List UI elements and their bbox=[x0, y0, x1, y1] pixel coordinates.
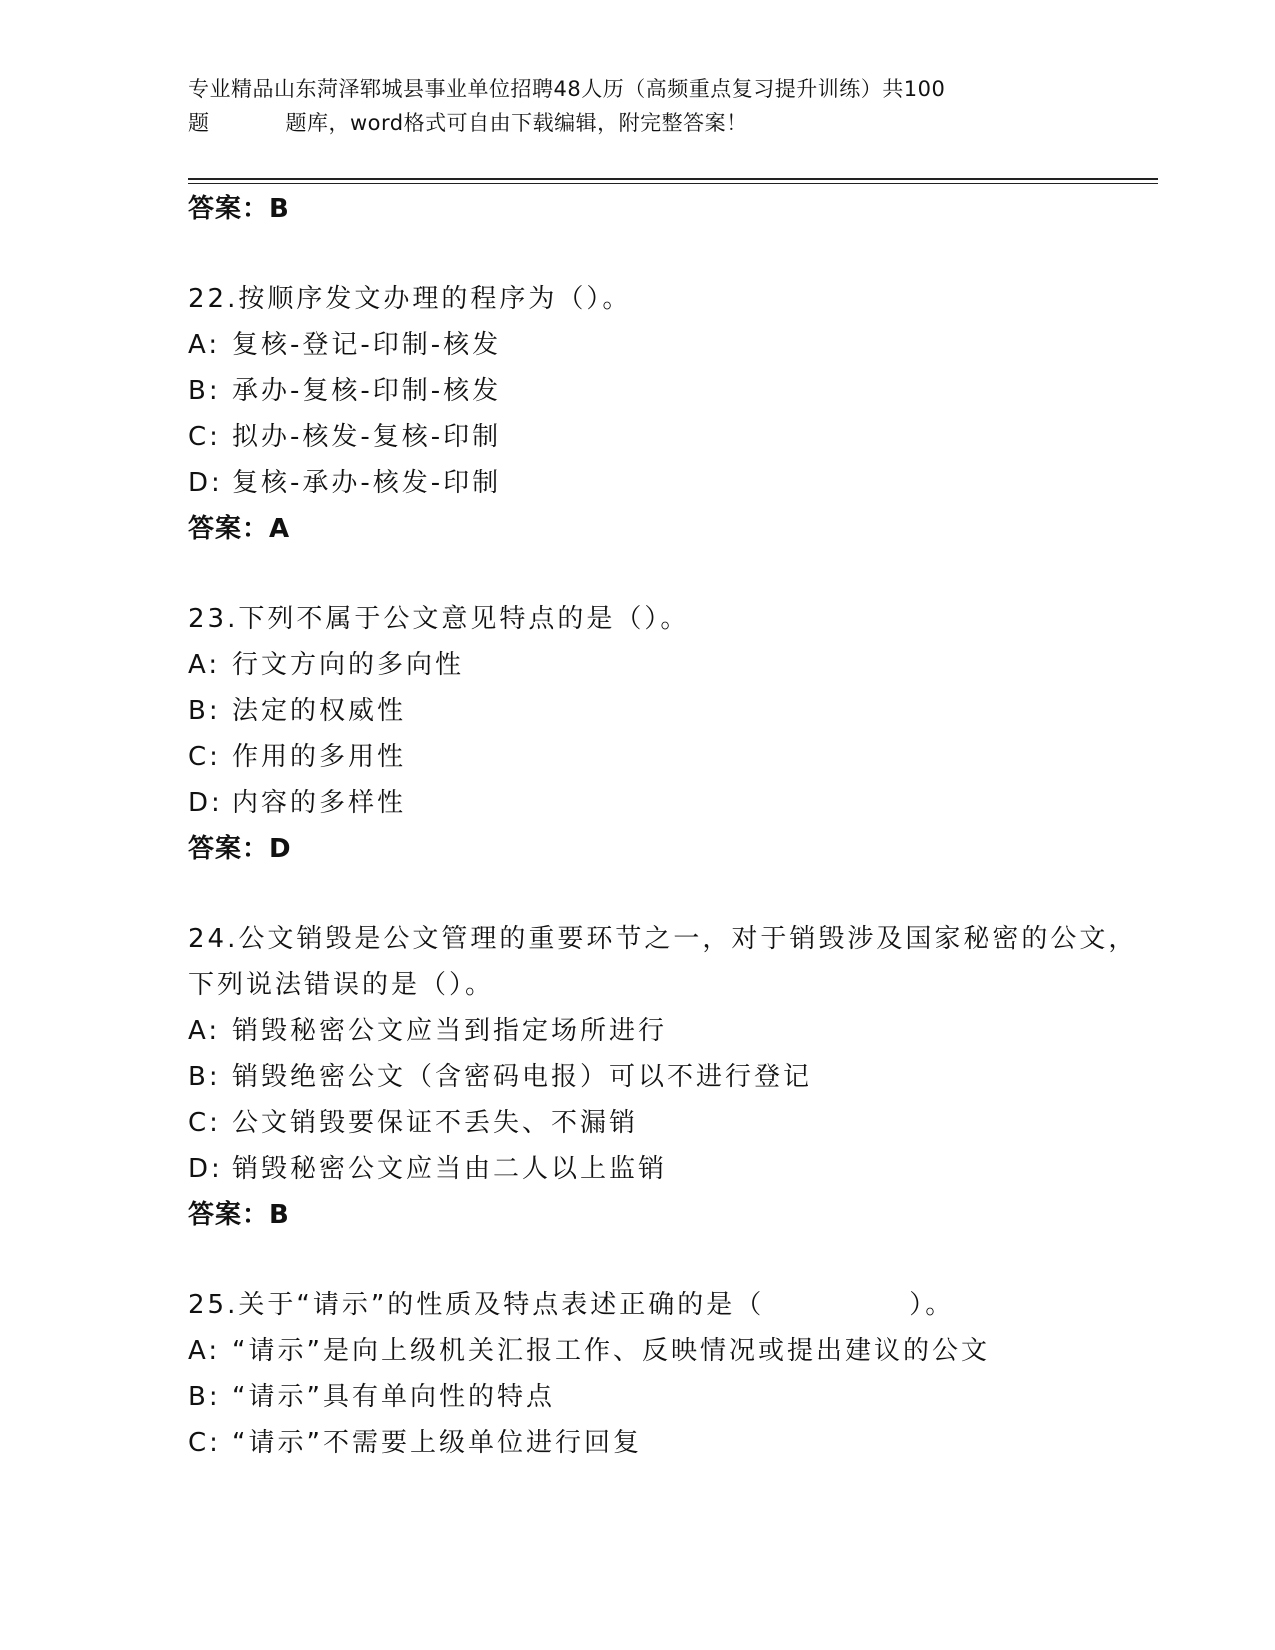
option-letter: A: bbox=[188, 1016, 221, 1046]
option-a bbox=[188, 642, 1148, 688]
previous-answer: 答案：B bbox=[188, 194, 290, 224]
option-c bbox=[188, 1420, 1148, 1466]
option-letter: A: bbox=[188, 650, 221, 680]
header-rule-thick bbox=[188, 178, 1158, 180]
option-text: “请示”是向上级机关汇报工作、反映情况或提出建议的公文 bbox=[232, 1336, 990, 1366]
question-22 bbox=[188, 276, 1148, 552]
question-stem: 25.关于“请示”的性质及特点表述正确的是（ ）。 bbox=[188, 1290, 955, 1320]
header-rule-thin bbox=[188, 183, 1158, 184]
option-letter: B: bbox=[188, 1382, 221, 1412]
question-stem: 24.公文销毁是公文管理的重要环节之一，对于销毁涉及国家秘密的公文，下列说法错误的是（）。 bbox=[188, 924, 1138, 1000]
option-b bbox=[188, 368, 1148, 414]
option-b bbox=[188, 688, 1148, 734]
header-title-line2 bbox=[188, 106, 1088, 140]
option-letter: C: bbox=[188, 422, 221, 452]
page-content bbox=[188, 186, 1148, 1466]
option-c bbox=[188, 734, 1148, 780]
option-text: 行文方向的多向性 bbox=[232, 650, 465, 680]
header-title-line2-right: 题库，word格式可自由下载编辑，附完整答案！ bbox=[285, 111, 748, 135]
option-letter: B: bbox=[188, 1062, 221, 1092]
question-24 bbox=[188, 916, 1148, 1238]
option-text: “请示”不需要上级单位进行回复 bbox=[232, 1428, 642, 1458]
option-b bbox=[188, 1054, 1148, 1100]
option-letter: D: bbox=[188, 788, 223, 818]
option-text: 承办-复核-印制-核发 bbox=[232, 376, 502, 406]
question-stem: 22.按顺序发文办理的程序为（）。 bbox=[188, 284, 632, 314]
answer: 答案：D bbox=[188, 834, 292, 864]
option-text: 公文销毁要保证不丢失、不漏销 bbox=[232, 1108, 639, 1138]
header-title-line2-left: 题 bbox=[188, 111, 210, 135]
question-23 bbox=[188, 596, 1148, 872]
question-stem: 23.下列不属于公文意见特点的是（）。 bbox=[188, 604, 690, 634]
answer: 答案：B bbox=[188, 1200, 290, 1230]
option-letter: D: bbox=[188, 1154, 223, 1184]
option-letter: B: bbox=[188, 376, 221, 406]
header-gap bbox=[210, 106, 286, 140]
option-d bbox=[188, 460, 1148, 506]
option-letter: C: bbox=[188, 1108, 221, 1138]
option-letter: C: bbox=[188, 1428, 221, 1458]
answer: 答案：A bbox=[188, 514, 291, 544]
option-text: 法定的权威性 bbox=[232, 696, 407, 726]
option-d bbox=[188, 780, 1148, 826]
option-text: 复核-登记-印制-核发 bbox=[232, 330, 502, 360]
option-a bbox=[188, 322, 1148, 368]
option-text: 作用的多用性 bbox=[232, 742, 407, 772]
option-text: 拟办-核发-复核-印制 bbox=[232, 422, 502, 452]
document-header bbox=[188, 72, 1088, 140]
option-d bbox=[188, 1146, 1148, 1192]
option-letter: A: bbox=[188, 330, 221, 360]
option-text: “请示”具有单向性的特点 bbox=[232, 1382, 555, 1412]
option-letter: D: bbox=[188, 468, 223, 498]
option-text: 复核-承办-核发-印制 bbox=[232, 468, 502, 498]
option-c bbox=[188, 414, 1148, 460]
option-text: 销毁绝密公文（含密码电报）可以不进行登记 bbox=[232, 1062, 813, 1092]
option-text: 销毁秘密公文应当由二人以上监销 bbox=[232, 1154, 668, 1184]
option-letter: A: bbox=[188, 1336, 221, 1366]
option-b bbox=[188, 1374, 1148, 1420]
option-text: 销毁秘密公文应当到指定场所进行 bbox=[232, 1016, 668, 1046]
question-25 bbox=[188, 1282, 1148, 1466]
option-text: 内容的多样性 bbox=[232, 788, 407, 818]
option-a bbox=[188, 1008, 1148, 1054]
option-letter: C: bbox=[188, 742, 221, 772]
option-letter: B: bbox=[188, 696, 221, 726]
option-a bbox=[188, 1328, 1148, 1374]
header-title-line1: 专业精品山东菏泽郓城县事业单位招聘48人历（高频重点复习提升训练）共100 bbox=[188, 77, 946, 101]
option-c bbox=[188, 1100, 1148, 1146]
